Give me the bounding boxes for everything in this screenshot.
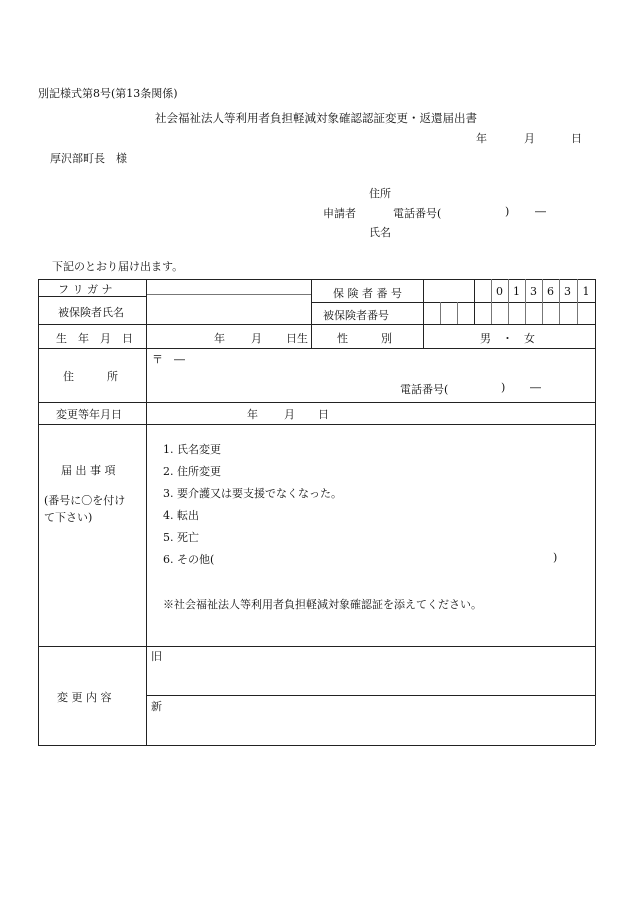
- addressee: 厚沢部町長 様: [50, 152, 127, 165]
- sex-label: 性 別: [337, 332, 392, 345]
- applicant-phone-label: 電話番号(: [393, 207, 442, 220]
- address-phone-label: 電話番号(: [400, 383, 449, 396]
- birth-year-label: 年: [214, 332, 225, 345]
- change-day-label: 日: [318, 408, 329, 421]
- attachment-note: ※社会福祉法人等利用者負担軽減対象確認証を添えてください。: [163, 598, 482, 611]
- new-label: 新: [151, 700, 162, 713]
- insurer-digit: 3: [564, 285, 571, 298]
- insurer-digit: 6: [547, 285, 554, 298]
- applicant-label: 申請者: [323, 207, 356, 220]
- form-reference: 別記様式第8号(第13条関係): [38, 87, 178, 100]
- other-close-paren: ): [553, 551, 558, 564]
- insured-name-label: 被保険者氏名: [58, 306, 124, 319]
- birth-date-label: 生 年 月 日: [56, 332, 133, 345]
- change-content-label: 変 更 内 容: [57, 691, 112, 704]
- applicant-name-label: 氏名: [369, 226, 391, 239]
- postal-mark: 〒 ―: [152, 353, 185, 366]
- old-label: 旧: [151, 650, 162, 663]
- applicant-phone-close: ): [505, 205, 510, 218]
- birth-day-label: 日生: [286, 332, 308, 345]
- date-day-label: 日: [571, 132, 582, 145]
- notification-item: 1. 氏名変更: [163, 443, 221, 456]
- change-year-label: 年: [247, 408, 258, 421]
- applicant-address-label: 住所: [369, 187, 391, 200]
- date-month-label: 月: [524, 132, 535, 145]
- applicant-phone-dash: ―: [535, 205, 546, 218]
- insurer-digit: 3: [530, 285, 537, 298]
- sex-options: 男 ・ 女: [480, 332, 535, 345]
- insured-number-label: 被保険者番号: [323, 309, 389, 322]
- change-month-label: 月: [284, 408, 295, 421]
- intro-text: 下記のとおり届け出ます。: [52, 260, 184, 273]
- notification-item: 2. 住所変更: [163, 465, 221, 478]
- insurer-digit: 0: [496, 285, 503, 298]
- insurer-digit: 1: [513, 285, 520, 298]
- notification-items-note: (番号に〇を付け: [44, 494, 126, 507]
- birth-month-label: 月: [251, 332, 262, 345]
- address-phone-dash: ―: [530, 381, 541, 394]
- notification-item: 6. その他(: [163, 553, 215, 566]
- notification-item: 5. 死亡: [163, 531, 199, 544]
- notification-items-label: 届 出 事 項: [61, 464, 116, 477]
- address-label: 住 所: [63, 370, 118, 383]
- notification-items-note: て下さい): [44, 511, 93, 524]
- insurer-digit: 1: [582, 285, 590, 298]
- date-year-label: 年: [476, 132, 487, 145]
- address-phone-close: ): [501, 381, 506, 394]
- notification-item: 4. 転出: [163, 509, 199, 522]
- insurer-number-label: 保 険 者 番 号: [333, 287, 402, 300]
- furigana-label: フ リ ガ ナ: [58, 283, 113, 296]
- notification-item: 3. 要介護又は要支援でなくなった。: [163, 487, 342, 500]
- change-date-label: 変更等年月日: [56, 408, 122, 421]
- document-title: 社会福祉法人等利用者負担軽減対象確認認証変更・返還届出書: [155, 111, 477, 125]
